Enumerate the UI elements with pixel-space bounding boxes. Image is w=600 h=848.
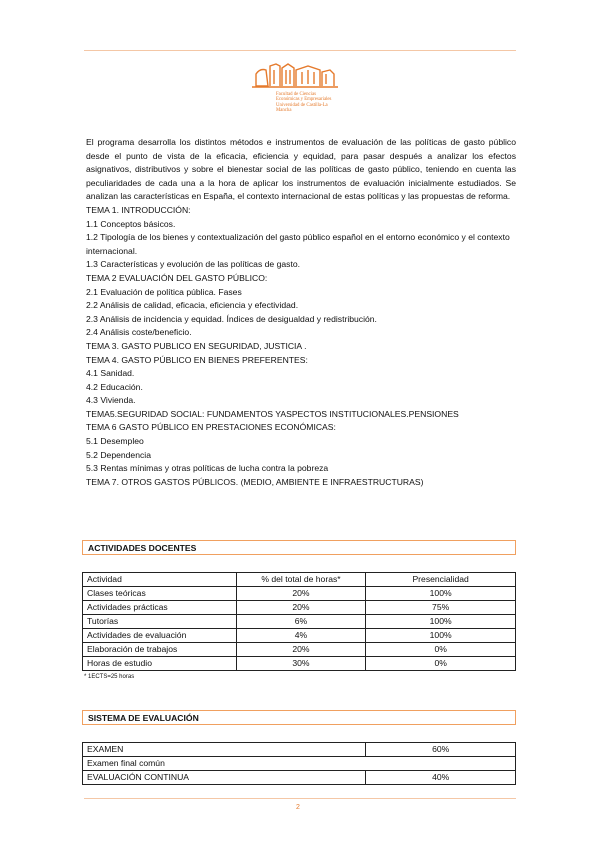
- program-line: 5.3 Rentas mínimas y otras políticas de lucha contra la pobreza: [86, 463, 329, 474]
- table-cell: Actividades de evaluación: [83, 629, 237, 643]
- program-line: 5.1 Desempleo: [86, 436, 144, 447]
- table-row: [83, 615, 516, 629]
- program-line: 2.1 Evaluación de política pública. Fases: [86, 286, 242, 297]
- program-line: TEMA 6 GASTO PÚBLICO EN PRESTACIONES ECONÓMICAS:: [86, 422, 336, 433]
- table-cell: 6%: [236, 615, 366, 629]
- table-cell: 20%: [236, 587, 366, 601]
- actividades-table: [82, 572, 516, 671]
- footer-rule: [84, 798, 516, 799]
- page-number: 2: [296, 804, 300, 811]
- ects-footnote: * 1ECTS=25 horas: [84, 674, 135, 680]
- table-row: [83, 743, 516, 757]
- program-line: TEMA5.SEGURIDAD SOCIAL: FUNDAMENTOS YASPECTOS INSTITUCIONALES.PENSIONES: [86, 408, 459, 419]
- program-line: 1.1 Conceptos básicos.: [86, 218, 176, 229]
- table-cell: 20%: [236, 643, 366, 657]
- header-rule: [84, 50, 516, 51]
- logo-line: Facultad de Ciencias: [276, 92, 316, 97]
- table-cell: 100%: [366, 587, 516, 601]
- section-title-actividades: ACTIVIDADES DOCENTES: [82, 540, 516, 555]
- program-line: 4.3 Vivienda.: [86, 395, 136, 406]
- logo-line: Universidad de Castilla-La Mancha: [276, 102, 328, 114]
- table-cell: 4%: [236, 629, 366, 643]
- table-cell: 40%: [366, 771, 516, 785]
- program-line: TEMA 1. INTRODUCCIÓN:: [86, 204, 191, 215]
- table-row: [83, 629, 516, 643]
- table-cell: 0%: [366, 643, 516, 657]
- table-header-cell: Presencialidad: [366, 573, 516, 587]
- table-cell: 100%: [366, 629, 516, 643]
- program-line: 2.2 Análisis de calidad, eficacia, eficiencia y efectividad.: [86, 300, 299, 311]
- table-row: [83, 657, 516, 671]
- logo-caption: [276, 92, 340, 114]
- table-cell: Examen final común: [83, 757, 516, 771]
- program-line: 1.2 Tipología de los bienes y contextualización del gasto público español en el entorno económico y el contexto internacional.: [86, 232, 510, 256]
- table-row: [83, 771, 516, 785]
- table-cell: Elaboración de trabajos: [83, 643, 237, 657]
- program-line: TEMA 4. GASTO PÚBLICO EN BIENES PREFERENTES:: [86, 354, 308, 365]
- table-header-cell: % del total de horas*: [236, 573, 366, 587]
- table-cell: 0%: [366, 657, 516, 671]
- program-line: TEMA 3. GASTO PUBLICO EN SEGURIDAD, JUSTICIA .: [86, 340, 307, 351]
- table-header-row: [83, 573, 516, 587]
- table-cell: Actividades prácticas: [83, 601, 237, 615]
- program-line: TEMA 2 EVALUACIÓN DEL GASTO PÚBLICO:: [86, 272, 268, 283]
- table-cell: 100%: [366, 615, 516, 629]
- program-line: 5.2 Dependencia: [86, 449, 151, 460]
- program-intro: El programa desarrolla los distintos métodos e instrumentos de evaluación de las políticas de gasto público desde el punto de vista de la eficacia, eficiencia y equidad, para pasar después a analizar los efectos asignativos, distributivos y sobre el bienestar social de las políticas de gasto público, teniendo en cuenta las peculiaridades de cada una a la hora de aplicar los instrumentos de evaluación inicialmente estudiados. Se analizan las características en España, el contexto internacional de estas políticas y las propuestas de reforma.: [86, 137, 516, 202]
- program-content: [86, 136, 516, 489]
- table-header-cell: Actividad: [83, 573, 237, 587]
- table-cell: EVALUACIÓN CONTINUA: [83, 771, 366, 785]
- program-line: 1.3 Características y evolución de las políticas de gasto.: [86, 259, 301, 270]
- program-line: 4.1 Sanidad.: [86, 368, 135, 379]
- table-cell: 75%: [366, 601, 516, 615]
- table-row: [83, 643, 516, 657]
- table-row: [83, 601, 516, 615]
- table-cell: Horas de estudio: [83, 657, 237, 671]
- table-cell: 20%: [236, 601, 366, 615]
- evaluacion-table: [82, 742, 516, 785]
- program-line: TEMA 7. OTROS GASTOS PÚBLICOS. (MEDIO, AMBIENTE E INFRAESTRUCTURAS): [86, 476, 424, 487]
- program-line: 2.3 Análisis de incidencia y equidad. Índices de desigualdad y redistribución.: [86, 313, 377, 324]
- program-line: 4.2 Educación.: [86, 381, 143, 392]
- table-cell: 60%: [366, 743, 516, 757]
- table-row: [83, 587, 516, 601]
- table-cell: Tutorías: [83, 615, 237, 629]
- logo-line: Económicas y Empresariales: [276, 97, 332, 103]
- section-title-evaluacion: SISTEMA DE EVALUACIÓN: [82, 710, 516, 725]
- table-cell: Clases teóricas: [83, 587, 237, 601]
- table-cell: EXAMEN: [83, 743, 366, 757]
- program-line: 2.4 Análisis coste/beneficio.: [86, 327, 192, 338]
- table-cell: 30%: [236, 657, 366, 671]
- table-row: [83, 757, 516, 771]
